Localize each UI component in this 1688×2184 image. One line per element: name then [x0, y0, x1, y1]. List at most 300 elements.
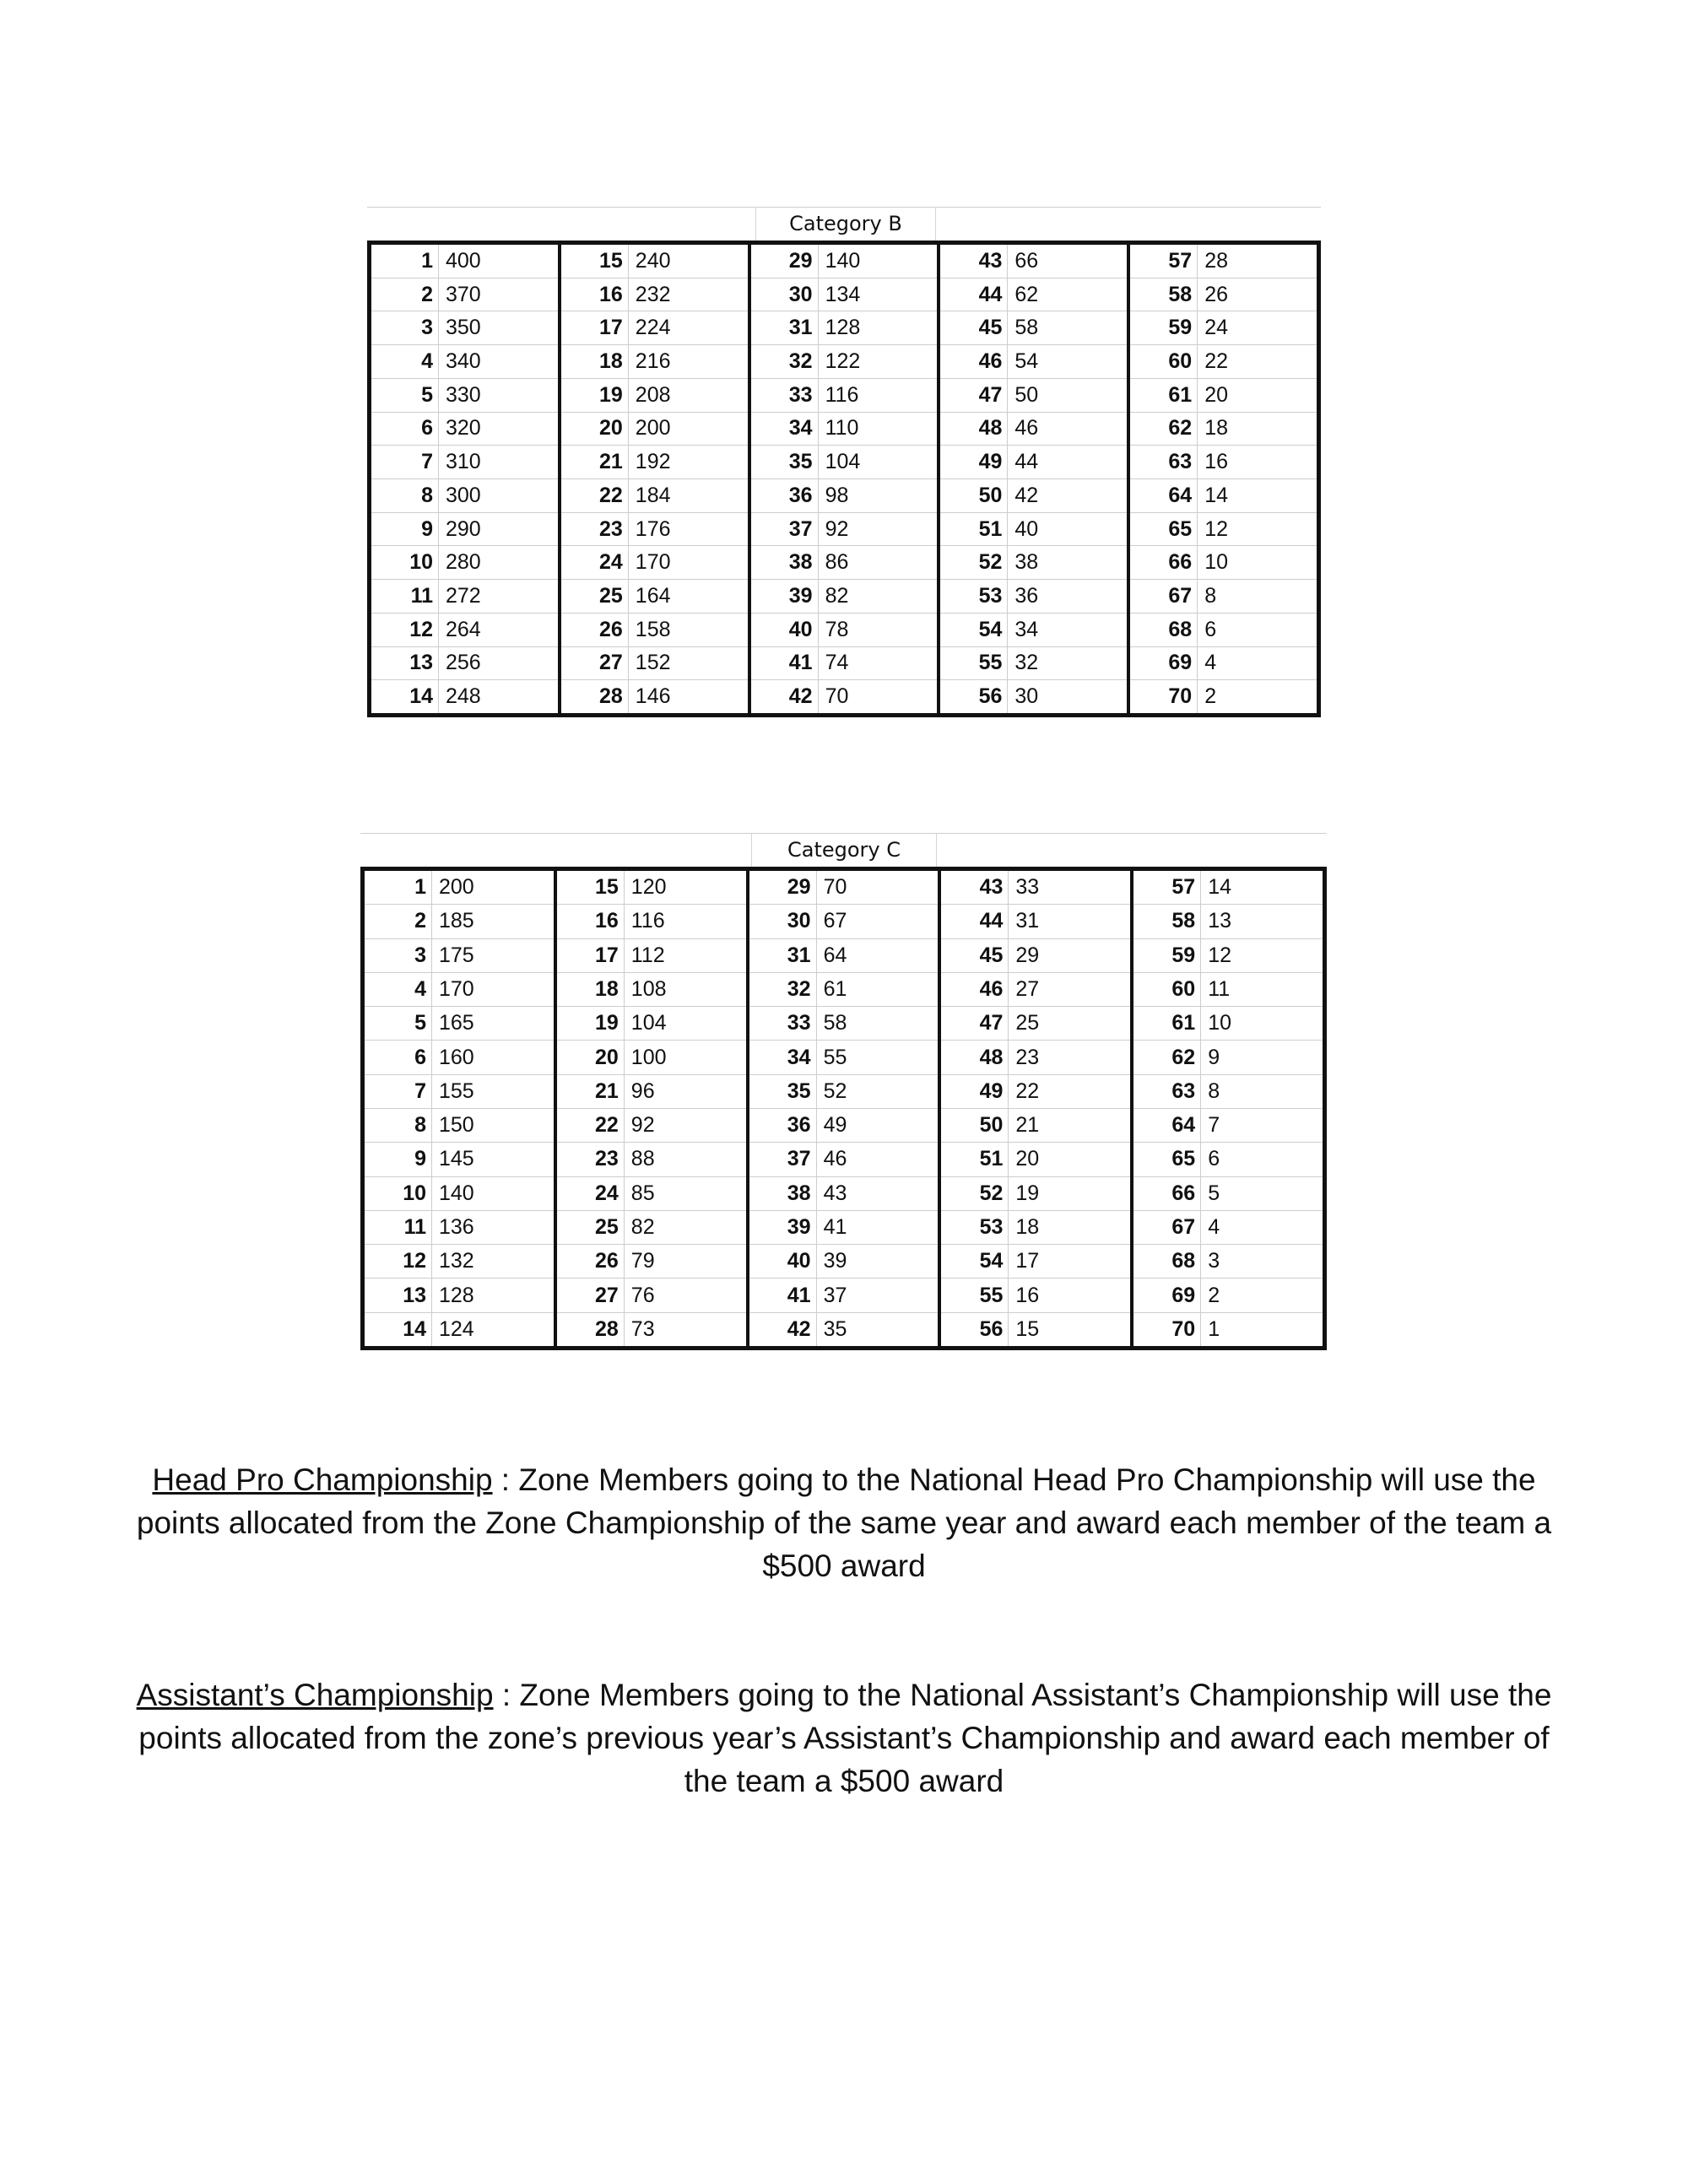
rank-cell: 19 — [557, 1007, 625, 1040]
table-row — [365, 1313, 554, 1346]
rank-cell: 7 — [365, 1075, 432, 1108]
table-row — [751, 580, 938, 614]
points-cell: 2 — [1204, 684, 1217, 709]
table-row — [941, 1109, 1130, 1143]
points-cell: 185 — [439, 909, 474, 933]
table-row — [940, 345, 1127, 379]
points-cell: 19 — [1015, 1181, 1040, 1205]
rank-cell: 21 — [561, 446, 629, 478]
table-row — [751, 479, 938, 513]
rank-cell: 3 — [365, 939, 432, 972]
table-row — [557, 905, 746, 938]
table-row — [365, 905, 554, 938]
rank-cell: 14 — [371, 680, 439, 713]
points-cell: 128 — [439, 1283, 474, 1307]
table-row — [561, 278, 748, 312]
points-cell: 30 — [1014, 684, 1039, 709]
rank-cell: 2 — [371, 278, 439, 311]
table-row — [941, 973, 1130, 1007]
table-row — [749, 1109, 939, 1143]
rank-cell: 23 — [557, 1143, 625, 1176]
points-cell: 116 — [630, 909, 665, 933]
points-cell: 28 — [1204, 248, 1228, 273]
rank-cell: 5 — [371, 379, 439, 412]
table-row — [751, 513, 938, 547]
table-row — [557, 1177, 746, 1211]
points-cell: 88 — [630, 1147, 655, 1171]
table-row — [1133, 1075, 1323, 1109]
points-cell: 200 — [635, 416, 671, 441]
table-row — [371, 680, 558, 713]
rank-cell: 14 — [365, 1313, 432, 1346]
table-row — [1130, 614, 1317, 647]
table-row — [941, 1007, 1130, 1041]
rank-cell: 23 — [561, 513, 629, 546]
table-row — [557, 1279, 746, 1312]
points-cell: 67 — [823, 909, 847, 933]
table-row — [940, 580, 1127, 614]
table-row — [941, 1075, 1130, 1109]
rank-cell: 63 — [1130, 446, 1198, 478]
points-cell: 42 — [1014, 483, 1039, 507]
table-row — [1130, 680, 1317, 713]
rank-cell: 18 — [557, 973, 625, 1006]
rank-cell: 64 — [1130, 479, 1198, 512]
points-cell: 310 — [446, 450, 481, 474]
points-cell: 46 — [823, 1147, 847, 1171]
rank-cell: 13 — [371, 647, 439, 680]
points-cell: 104 — [630, 1011, 667, 1035]
table-row — [561, 513, 748, 547]
rank-cell: 67 — [1133, 1211, 1201, 1244]
rank-cell: 17 — [557, 939, 625, 972]
table-row — [749, 1313, 939, 1346]
rank-cell: 67 — [1130, 580, 1198, 613]
points-cell: 24 — [1204, 316, 1228, 340]
rank-cell: 64 — [1133, 1109, 1201, 1142]
points-cell: 170 — [439, 976, 474, 1001]
rank-cell: 45 — [940, 311, 1008, 344]
points-cell: 264 — [446, 617, 481, 641]
rank-cell: 53 — [941, 1211, 1009, 1244]
points-cell: 232 — [635, 282, 671, 306]
table-row — [365, 1177, 554, 1211]
table-row — [1133, 1177, 1323, 1211]
table-row — [1130, 546, 1317, 580]
points-cell: 32 — [1014, 651, 1039, 675]
rank-cell: 28 — [561, 680, 629, 713]
rank-cell: 52 — [940, 546, 1008, 579]
rank-cell: 13 — [365, 1279, 432, 1311]
rank-cell: 37 — [751, 513, 819, 546]
table-row — [940, 278, 1127, 312]
assistants-paragraph — [127, 1673, 1561, 1803]
points-cell: 128 — [825, 316, 861, 340]
rank-column — [1130, 245, 1317, 713]
table-row — [749, 1245, 939, 1279]
rank-cell: 30 — [751, 278, 819, 311]
rank-cell: 52 — [941, 1177, 1009, 1210]
table-row — [371, 379, 558, 413]
rank-cell: 29 — [749, 871, 817, 904]
head-pro-paragraph — [127, 1458, 1561, 1587]
points-cell: 280 — [446, 550, 481, 575]
table-row — [940, 311, 1127, 345]
points-cell: 400 — [446, 248, 481, 273]
table-row — [561, 647, 748, 681]
head-pro-heading: Head Pro Championship — [152, 1462, 493, 1497]
rank-cell: 4 — [371, 345, 439, 378]
points-cell: 16 — [1204, 450, 1228, 474]
rank-cell: 25 — [561, 580, 629, 613]
points-cell: 132 — [439, 1249, 474, 1273]
table-row — [941, 1279, 1130, 1312]
rank-cell: 62 — [1130, 413, 1198, 446]
points-cell: 134 — [825, 282, 861, 306]
table-row — [940, 379, 1127, 413]
points-cell: 31 — [1015, 909, 1040, 933]
table-row — [561, 614, 748, 647]
table-row — [1130, 379, 1317, 413]
table-row — [1130, 278, 1317, 312]
rank-cell: 39 — [751, 580, 819, 613]
points-cell: 4 — [1204, 651, 1217, 675]
category-c-grid — [360, 867, 1327, 1350]
rank-cell: 6 — [371, 413, 439, 446]
points-cell: 350 — [446, 316, 481, 340]
table-row — [751, 413, 938, 446]
points-cell: 8 — [1208, 1078, 1220, 1103]
points-cell: 22 — [1204, 349, 1228, 374]
points-cell: 82 — [825, 584, 849, 608]
rank-cell: 66 — [1130, 546, 1198, 579]
points-cell: 70 — [823, 875, 847, 900]
table-row — [1133, 1279, 1323, 1312]
points-cell: 1 — [1208, 1316, 1220, 1341]
rank-cell: 57 — [1130, 245, 1198, 278]
points-cell: 98 — [825, 483, 849, 507]
points-cell: 23 — [1015, 1045, 1040, 1069]
rank-cell: 5 — [365, 1007, 432, 1040]
points-cell: 37 — [823, 1283, 847, 1307]
points-cell: 18 — [1015, 1214, 1040, 1239]
table-row — [941, 905, 1130, 938]
table-row — [371, 446, 558, 479]
points-cell: 216 — [635, 349, 671, 374]
table-row — [751, 245, 938, 278]
rank-cell: 55 — [940, 647, 1008, 680]
table-row — [749, 905, 939, 938]
rank-cell: 15 — [561, 245, 629, 278]
table-row — [751, 546, 938, 580]
rank-cell: 46 — [940, 345, 1008, 378]
points-cell: 62 — [1014, 282, 1039, 306]
points-cell: 10 — [1204, 550, 1228, 575]
rank-cell: 26 — [561, 614, 629, 646]
table-row — [751, 680, 938, 713]
points-cell: 124 — [439, 1316, 474, 1341]
table-row — [751, 311, 938, 345]
points-cell: 122 — [825, 349, 861, 374]
rank-cell: 18 — [561, 345, 629, 378]
rank-cell: 68 — [1133, 1245, 1201, 1278]
rank-cell: 61 — [1130, 379, 1198, 412]
points-cell: 73 — [630, 1316, 655, 1341]
category-c-title: Category C — [751, 833, 937, 867]
table-row — [749, 1143, 939, 1176]
table-row — [1130, 446, 1317, 479]
points-cell: 340 — [446, 349, 481, 374]
points-cell: 3 — [1208, 1249, 1220, 1273]
points-cell: 330 — [446, 382, 481, 407]
table-row — [371, 614, 558, 647]
rank-cell: 33 — [751, 379, 819, 412]
rank-column — [365, 871, 557, 1346]
points-cell: 155 — [439, 1078, 474, 1103]
points-cell: 8 — [1204, 584, 1217, 608]
rank-cell: 70 — [1133, 1313, 1201, 1346]
table-row — [371, 580, 558, 614]
rank-cell: 58 — [1130, 278, 1198, 311]
rank-cell: 40 — [749, 1245, 817, 1278]
table-row — [751, 345, 938, 379]
points-cell: 96 — [630, 1078, 655, 1103]
rank-cell: 40 — [751, 614, 819, 646]
points-cell: 29 — [1015, 943, 1040, 967]
table-row — [557, 1143, 746, 1176]
table-row — [557, 973, 746, 1007]
points-cell: 49 — [823, 1113, 847, 1138]
rank-cell: 59 — [1130, 311, 1198, 344]
rank-cell: 9 — [365, 1143, 432, 1176]
rank-cell: 26 — [557, 1245, 625, 1278]
rank-cell: 35 — [749, 1075, 817, 1108]
rank-cell: 22 — [557, 1109, 625, 1142]
points-cell: 52 — [823, 1078, 847, 1103]
rank-cell: 68 — [1130, 614, 1198, 646]
points-cell: 35 — [823, 1316, 847, 1341]
rank-column — [749, 871, 942, 1346]
points-cell: 164 — [635, 584, 671, 608]
table-row — [1133, 1245, 1323, 1279]
rank-cell: 47 — [940, 379, 1008, 412]
table-row — [751, 278, 938, 312]
points-cell: 272 — [446, 584, 481, 608]
points-cell: 14 — [1208, 875, 1231, 900]
rank-cell: 41 — [749, 1279, 817, 1311]
table-row — [365, 1075, 554, 1109]
table-row — [365, 1245, 554, 1279]
points-cell: 5 — [1208, 1181, 1220, 1205]
rank-column — [561, 245, 751, 713]
table-row — [365, 1143, 554, 1176]
rank-cell: 65 — [1130, 513, 1198, 546]
rank-cell: 56 — [941, 1313, 1009, 1346]
table-row — [1133, 1109, 1323, 1143]
points-cell: 34 — [1014, 617, 1039, 641]
rank-cell: 38 — [749, 1177, 817, 1210]
points-cell: 175 — [439, 943, 474, 967]
points-cell: 11 — [1208, 976, 1231, 1001]
points-cell: 9 — [1208, 1045, 1220, 1069]
rank-cell: 34 — [749, 1041, 817, 1073]
rank-cell: 59 — [1133, 939, 1201, 972]
table-row — [371, 311, 558, 345]
table-row — [561, 245, 748, 278]
table-row — [751, 647, 938, 681]
points-cell: 22 — [1015, 1078, 1040, 1103]
points-cell: 39 — [823, 1249, 847, 1273]
table-row — [365, 939, 554, 973]
table-row — [1133, 973, 1323, 1007]
points-cell: 112 — [630, 943, 665, 967]
points-cell: 200 — [439, 875, 474, 900]
points-cell: 26 — [1204, 282, 1228, 306]
points-cell: 170 — [635, 550, 671, 575]
table-row — [749, 973, 939, 1007]
rank-cell: 8 — [365, 1109, 432, 1142]
table-row — [940, 513, 1127, 547]
assistants-heading: Assistant’s Championship — [136, 1678, 494, 1712]
points-cell: 256 — [446, 651, 481, 675]
table-row — [557, 1109, 746, 1143]
table-row — [941, 1313, 1130, 1346]
points-cell: 14 — [1204, 483, 1228, 507]
table-row — [940, 446, 1127, 479]
table-row — [1133, 1143, 1323, 1176]
rank-cell: 10 — [371, 546, 439, 579]
table-row — [749, 1177, 939, 1211]
rank-cell: 34 — [751, 413, 819, 446]
rank-cell: 16 — [557, 905, 625, 938]
rank-cell: 46 — [941, 973, 1009, 1006]
rank-cell: 44 — [941, 905, 1009, 938]
rank-cell: 48 — [940, 413, 1008, 446]
points-cell: 41 — [823, 1214, 847, 1239]
table-row — [940, 647, 1127, 681]
table-row — [371, 278, 558, 312]
table-row — [940, 680, 1127, 713]
table-row — [561, 345, 748, 379]
rank-cell: 60 — [1133, 973, 1201, 1006]
rank-cell: 4 — [365, 973, 432, 1006]
table-row — [1133, 939, 1323, 973]
rank-cell: 7 — [371, 446, 439, 478]
table-row — [749, 939, 939, 973]
points-cell: 58 — [823, 1011, 847, 1035]
table-row — [561, 680, 748, 713]
points-cell: 74 — [825, 651, 849, 675]
rank-cell: 70 — [1130, 680, 1198, 713]
points-cell: 192 — [635, 450, 671, 474]
points-cell: 13 — [1208, 909, 1231, 933]
rank-cell: 11 — [371, 580, 439, 613]
rank-cell: 51 — [940, 513, 1008, 546]
rank-cell: 69 — [1133, 1279, 1201, 1311]
table-row — [371, 413, 558, 446]
points-cell: 92 — [630, 1113, 655, 1138]
table-row — [557, 871, 746, 905]
points-cell: 152 — [635, 651, 671, 675]
table-row — [561, 311, 748, 345]
table-row — [371, 647, 558, 681]
table-row — [561, 479, 748, 513]
table-row — [749, 1007, 939, 1041]
table-row — [1130, 245, 1317, 278]
points-cell: 146 — [635, 684, 671, 709]
table-row — [557, 1211, 746, 1245]
rank-column — [1133, 871, 1323, 1346]
points-cell: 248 — [446, 684, 481, 709]
points-cell: 110 — [825, 416, 859, 441]
points-cell: 7 — [1208, 1113, 1220, 1138]
rank-cell: 31 — [751, 311, 819, 344]
points-cell: 145 — [439, 1147, 474, 1171]
rank-cell: 6 — [365, 1041, 432, 1073]
table-row — [941, 1177, 1130, 1211]
rank-cell: 42 — [751, 680, 819, 713]
rank-cell: 27 — [557, 1279, 625, 1311]
table-row — [557, 1041, 746, 1074]
rank-cell: 11 — [365, 1211, 432, 1244]
rank-cell: 43 — [940, 245, 1008, 278]
points-cell: 55 — [823, 1045, 847, 1069]
rank-cell: 39 — [749, 1211, 817, 1244]
rank-cell: 28 — [557, 1313, 625, 1346]
points-cell: 12 — [1208, 943, 1231, 967]
table-row — [749, 1041, 939, 1074]
table-row — [365, 1109, 554, 1143]
table-row — [557, 1245, 746, 1279]
points-cell: 64 — [823, 943, 847, 967]
rank-cell: 22 — [561, 479, 629, 512]
table-row — [561, 446, 748, 479]
points-cell: 85 — [630, 1181, 655, 1205]
table-row — [371, 513, 558, 547]
rank-cell: 63 — [1133, 1075, 1201, 1108]
table-row — [1130, 513, 1317, 547]
rank-column — [941, 871, 1133, 1346]
table-row — [365, 973, 554, 1007]
rank-cell: 12 — [365, 1245, 432, 1278]
table-row — [751, 446, 938, 479]
points-cell: 184 — [635, 483, 671, 507]
table-row — [1133, 871, 1323, 905]
rank-cell: 54 — [940, 614, 1008, 646]
rank-cell: 20 — [557, 1041, 625, 1073]
table-row — [1130, 311, 1317, 345]
points-cell: 100 — [630, 1045, 667, 1069]
table-row — [751, 614, 938, 647]
rank-cell: 36 — [749, 1109, 817, 1142]
points-cell: 36 — [1014, 584, 1039, 608]
table-row — [749, 1211, 939, 1245]
table-row — [561, 546, 748, 580]
rank-cell: 1 — [365, 871, 432, 904]
points-cell: 120 — [630, 875, 667, 900]
table-row — [557, 1075, 746, 1109]
table-row — [371, 546, 558, 580]
points-cell: 38 — [1014, 550, 1039, 575]
table-row — [941, 1041, 1130, 1074]
rank-cell: 36 — [751, 479, 819, 512]
points-cell: 33 — [1015, 875, 1040, 900]
table-row — [371, 245, 558, 278]
rank-cell: 24 — [557, 1177, 625, 1210]
rank-cell: 3 — [371, 311, 439, 344]
rank-cell: 48 — [941, 1041, 1009, 1073]
table-row — [1130, 345, 1317, 379]
